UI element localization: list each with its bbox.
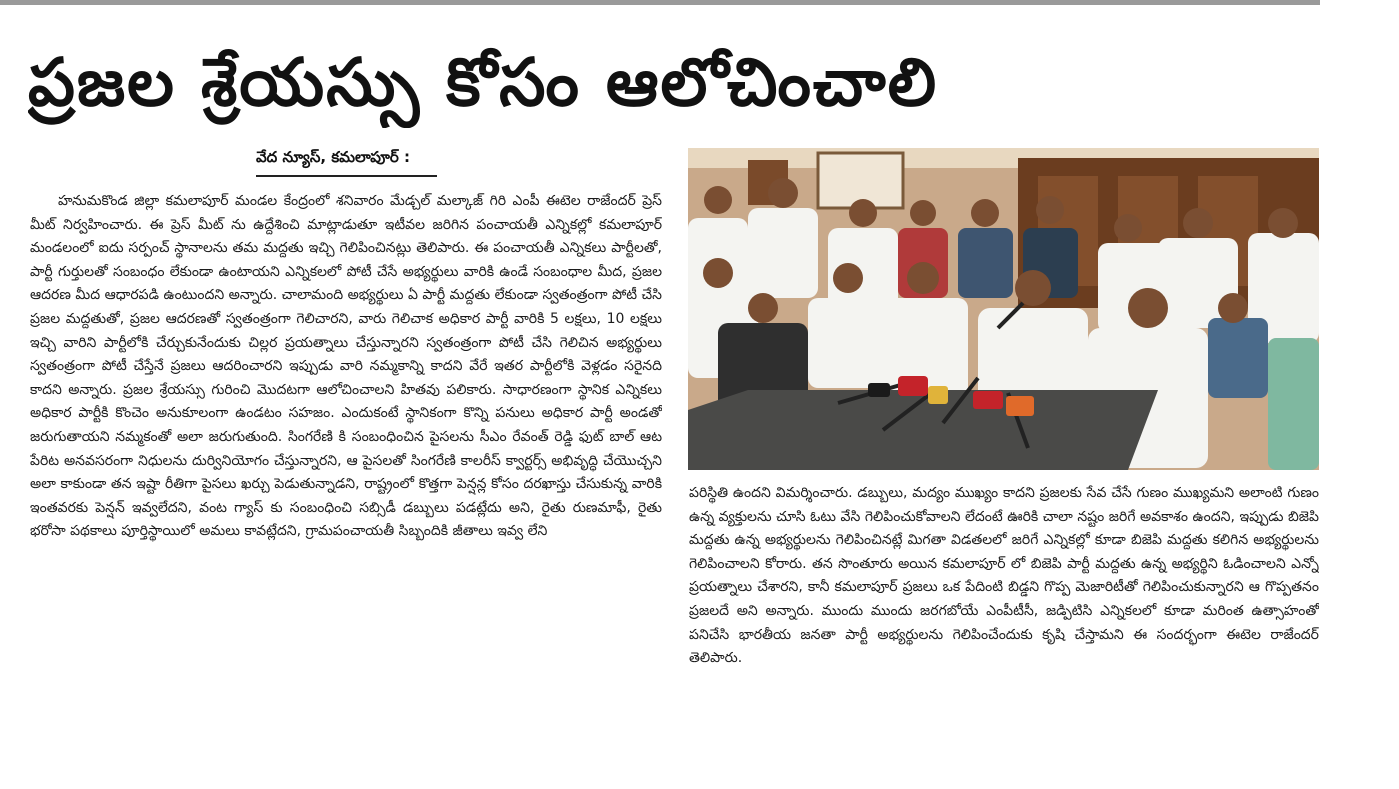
dateline-underline <box>256 175 437 177</box>
headline: ప్రజల శ్రేయస్సు కోసం ఆలోచించాలి <box>28 44 939 121</box>
dateline: వేద న్యూస్, కమలాపూర్ : <box>256 148 411 166</box>
top-rule <box>0 0 1320 5</box>
article-body-right-column: పరిస్థితి ఉందని విమర్శించారు. డబ్బులు, మద్యం ముఖ్యం కాదని ప్రజలకు సేవ చేసే గుణం ముఖ్యమని అలాంటి గుణం ఉన్న వ్యక్తులను చూసి ఓటు వేసి గెలిపించుకోవాలని లేదంటే ఊరికి చాలా నష్టం జరిగే అవకాశం ఉందని, ఇప్పుడు బిజెపి మద్దతు ఉన్న అభ్యర్థులను గెలిపించినట్లే మిగతా విడతలలో జరిగే ఎన్నికల్లో కూడా బిజెపి మద్దతు కలిగిన అభ్యర్థులను గెలిపించాలని కోరారు. తన సొంతూరు అయిన కమలాపూర్ లో బిజెపి పార్టీ మద్దతు ఉన్న అభ్యర్థిని ఓడించాలని ఎన్నో ప్రయత్నాలు చేశారని, కానీ కమలాపూర్ ప్రజలు ఒక పేదింటి బిడ్డని గొప్ప మెజారిటీతో గెలిపించుకున్నారని ఆ గొప్పతనం ప్రజలదే అని అన్నారు. ముందు ముందు జరగబోయే ఎంపీటీసీ, జడ్పిటిసి ఎన్నికలలో కూడా మరింత ఉత్సాహంతో పనిచేసి భారతీయ జనతా పార్టీ అభ్యర్థులను గెలిపించేందుకు కృషి చేస్తామని ఈ సందర్భంగా ఈటెల రాజేందర్ తెలిపారు. <box>689 485 1319 667</box>
article-body-left-column: హనుమకొండ జిల్లా కమలాపూర్ మండల కేంద్రంలో శనివారం మేడ్చల్ మల్కాజ్ గిరి ఎంపీ ఈటెల రాజేందర్ ప్రెస్ మీట్ నిర్వహించారు. ఈ ప్రెస్ మీట్ ను ఉద్దేశించి మాట్లాడుతూ ఇటీవల జరిగిన పంచాయతీ ఎన్నికల్లో కమలాపూర్ మండలంలో ఐదు సర్పంచ్ స్థానాలను తమ మద్దతు ఇచ్చి గెలిపించినట్లు తెలిపారు. ఈ పంచాయతీ ఎన్నికలు పార్టీలతో, పార్టీ గుర్తులతో సంబంధం లేకుండా ఉంటాయని ఎన్నికలలో పోటీ చేసే అభ్యర్థులు వారికి ఉండే సంబంధాల మీద, ప్రజల ఆదరణ మీద ఆధారపడి ఉంటుందని అన్నారు. చాలామంది అభ్యర్థులు ఏ పార్టీ మద్దతు లేకుండా స్వతంత్రంగా పోటీ చేసి ప్రజల మద్దతుతో, ప్రజల ఆదరణతో స్వతంత్రంగా గెలిచారని, వారు గెలిచాక అధికార పార్టీ వారికి 5 లక్షలు, 10 లక్షలు ఇచ్చి వారిని పార్టీలోకి చేర్చుకునేందుకు చిల్లర ప్రయత్నాలు చేస్తున్నారని స్వతంత్రంగా పోటీ చేసి గెలిచిన అభ్యర్థులు స్వతంత్రంగా పోటీ చేస్తేనే ప్రజలు ఆదరించారని ఇప్పుడు వారి నమ్మకాన్ని కాదని వేరే ఇతర పార్టీలోకి వెళ్లడం సరైనది కాదని అన్నారు. ప్రజల శ్రేయస్సు గురించి మొదటగా ఆలోచించాలని హితవు పలికారు. సాధారణంగా స్థానిక ఎన్నికలు అధికార పార్టీకి కొంచెం అనుకూలంగా ఉండటం సహజం. ఎందుకంటే స్థానికంగా కొన్ని పనులు అధికార పార్టీ అండతో జరుగుతాయని నమ్మకంతో అలా జరుగుతుంది. సింగరేణి కి సంబంధించిన పైసలను సీఎం రేవంత్ రెడ్డి ఫుట్ బాల్ ఆట పేరిట అనవసరంగా నిధులను దుర్వినియోగం చేస్తున్నారని, ఆ పైసలతో సింగరేణి కాలరీస్ క్వార్టర్స్ అభివృద్ధి చేయొచ్చని అలా కాకుండా తన ఇష్టా రీతిగా పైసలు ఖర్చు పెడుతున్నాడని, రాష్ట్రంలో కొత్తగా పెన్షన్ల కోసం దరఖాస్తు చేసుకున్న వారికి ఇంతవరకు పెన్షన్ ఇవ్వలేదని, వంట గ్యాస్ కు సంబంధించి సబ్సిడీ డబ్బులు పడట్లేదు అని, రైతు రుణమాఫీ, రైతు భరోసా పథకాలు పూర్తిస్థాయిలో అమలు కావట్లేదని, గ్రామపంచాయతీ సిబ్బందికి జీతాలు ఇవ్వ లేని <box>30 193 662 540</box>
press-meet-photo-illustration <box>688 148 1319 470</box>
press-meet-photo <box>688 148 1319 470</box>
